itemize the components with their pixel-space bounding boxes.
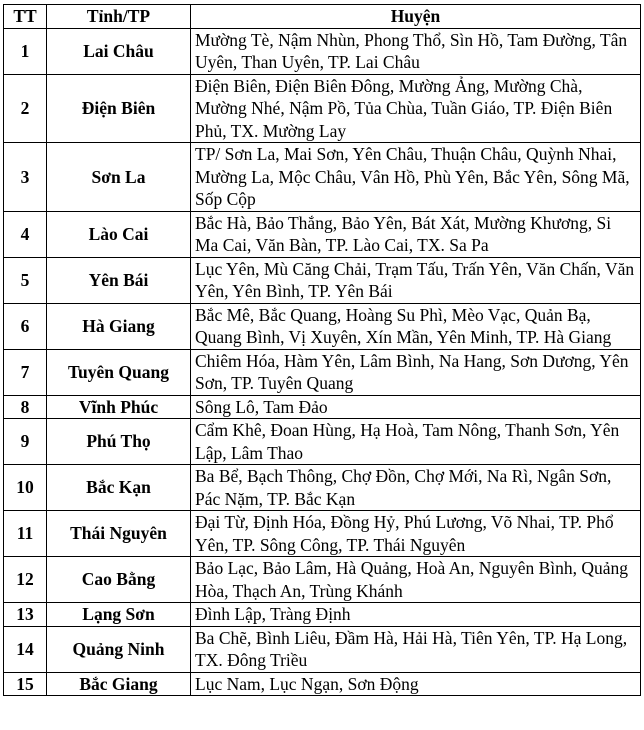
table-row <box>4 28 641 74</box>
table-row <box>4 626 641 672</box>
row-index: 12 <box>4 557 47 603</box>
table-row <box>4 672 641 696</box>
table-row <box>4 211 641 257</box>
province-name: Thái Nguyên <box>47 511 191 557</box>
district-list: Lục Yên, Mù Căng Chải, Trạm Tấu, Trấn Yên, Văn Chấn, Văn Yên, Yên Bình, TP. Yên Bái <box>191 257 641 303</box>
district-list: Sông Lô, Tam Đảo <box>191 395 641 419</box>
province-name: Yên Bái <box>47 257 191 303</box>
row-index: 5 <box>4 257 47 303</box>
table-header <box>4 5 641 29</box>
province-name: Điện Biên <box>47 74 191 143</box>
district-list: Bắc Hà, Bảo Thắng, Bảo Yên, Bát Xát, Mường Khương, Si Ma Cai, Văn Bàn, TP. Lào Cai, TX. Sa Pa <box>191 211 641 257</box>
district-list: Bắc Mê, Bắc Quang, Hoàng Su Phì, Mèo Vạc, Quản Bạ, Quang Bình, Vị Xuyên, Xín Mần, Yên Minh, TP. Hà Giang <box>191 303 641 349</box>
table-row <box>4 395 641 419</box>
district-list: TP/ Sơn La, Mai Sơn, Yên Châu, Thuận Châu, Quỳnh Nhai, Mường La, Mộc Châu, Vân Hồ, Phù Yên, Bắc Yên, Sông Mã, Sốp Cộp <box>191 143 641 212</box>
row-index: 7 <box>4 349 47 395</box>
province-name: Sơn La <box>47 143 191 212</box>
district-list: Đại Từ, Định Hóa, Đồng Hỷ, Phú Lương, Võ Nhai, TP. Phổ Yên, TP. Sông Công, TP. Thái Nguyên <box>191 511 641 557</box>
table-row <box>4 603 641 627</box>
province-name: Cao Bằng <box>47 557 191 603</box>
row-index: 13 <box>4 603 47 627</box>
province-name: Hà Giang <box>47 303 191 349</box>
province-name: Lạng Sơn <box>47 603 191 627</box>
table-row <box>4 74 641 143</box>
table-row <box>4 557 641 603</box>
table-row <box>4 465 641 511</box>
district-list: Lục Nam, Lục Ngạn, Sơn Động <box>191 672 641 696</box>
district-list: Bảo Lạc, Bảo Lâm, Hà Quảng, Hoà An, Nguyên Bình, Quảng Hòa, Thạch An, Trùng Khánh <box>191 557 641 603</box>
province-name: Phú Thọ <box>47 419 191 465</box>
province-name: Bắc Kạn <box>47 465 191 511</box>
province-name: Lào Cai <box>47 211 191 257</box>
province-name: Bắc Giang <box>47 672 191 696</box>
header-row <box>4 5 641 29</box>
province-name: Tuyên Quang <box>47 349 191 395</box>
row-index: 3 <box>4 143 47 212</box>
row-index: 2 <box>4 74 47 143</box>
district-list: Điện Biên, Điện Biên Đông, Mường Ảng, Mường Chà, Mường Nhé, Nậm Pồ, Tủa Chùa, Tuần Giáo, TP. Điện Biên Phủ, TX. Mường Lay <box>191 74 641 143</box>
table-row <box>4 257 641 303</box>
district-list: Ba Chẽ, Bình Liêu, Đầm Hà, Hải Hà, Tiên Yên, TP. Hạ Long, TX. Đông Triều <box>191 626 641 672</box>
header-districts: Huyện <box>191 5 641 29</box>
table-row <box>4 419 641 465</box>
header-province: Tỉnh/TP <box>47 5 191 29</box>
header-index: TT <box>4 5 47 29</box>
table-body <box>4 28 641 696</box>
table-row <box>4 349 641 395</box>
province-name: Vĩnh Phúc <box>47 395 191 419</box>
province-name: Quảng Ninh <box>47 626 191 672</box>
row-index: 11 <box>4 511 47 557</box>
table-row <box>4 303 641 349</box>
row-index: 1 <box>4 28 47 74</box>
row-index: 10 <box>4 465 47 511</box>
province-district-table <box>3 4 641 696</box>
district-list: Mường Tè, Nậm Nhùn, Phong Thổ, Sìn Hồ, Tam Đường, Tân Uyên, Than Uyên, TP. Lai Châu <box>191 28 641 74</box>
district-list: Cẩm Khê, Đoan Hùng, Hạ Hoà, Tam Nông, Thanh Sơn, Yên Lập, Lâm Thao <box>191 419 641 465</box>
district-list: Ba Bể, Bạch Thông, Chợ Đồn, Chợ Mới, Na Rì, Ngân Sơn, Pác Nặm, TP. Bắc Kạn <box>191 465 641 511</box>
row-index: 15 <box>4 672 47 696</box>
row-index: 4 <box>4 211 47 257</box>
table-row <box>4 511 641 557</box>
table-row <box>4 143 641 212</box>
province-name: Lai Châu <box>47 28 191 74</box>
row-index: 6 <box>4 303 47 349</box>
district-list: Chiêm Hóa, Hàm Yên, Lâm Bình, Na Hang, Sơn Dương, Yên Sơn, TP. Tuyên Quang <box>191 349 641 395</box>
row-index: 14 <box>4 626 47 672</box>
district-list: Đình Lập, Tràng Định <box>191 603 641 627</box>
row-index: 8 <box>4 395 47 419</box>
row-index: 9 <box>4 419 47 465</box>
